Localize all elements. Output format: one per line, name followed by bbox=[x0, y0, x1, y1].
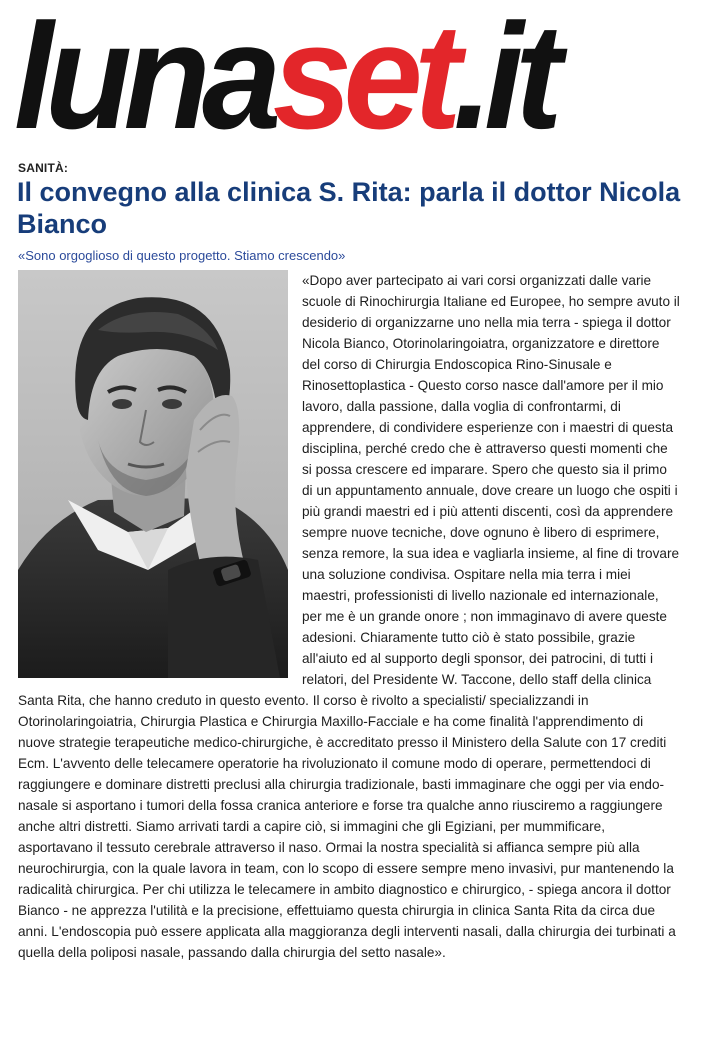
article-content bbox=[18, 270, 680, 963]
portrait-photo bbox=[18, 270, 288, 678]
logo-text-it: .it bbox=[453, 0, 555, 160]
article-title: Il convegno alla clinica S. Rita: parla il dottor Nicola Bianco bbox=[17, 177, 681, 239]
section-label: SANITÀ: bbox=[18, 161, 69, 175]
article-subtitle: «Sono orgoglioso di questo progetto. Stiamo crescendo» bbox=[18, 248, 346, 263]
site-logo[interactable] bbox=[14, 0, 555, 160]
logo-text-set: set bbox=[272, 0, 454, 160]
logo-text-luna: luna bbox=[14, 0, 273, 160]
article-body: «Dopo aver partecipato ai vari corsi organizzati dalle varie scuole di Rinochirurgia Italiane ed Europee, ho sempre avuto il desiderio di organizzarne uno nella mia terra - spiega il dottor Nicola Bianco, Otorinolaringoiatra, organizzatore e direttore del corso di Chirurgia Endoscopica Rino-Sinusale e Rinosettoplastica - Questo corso nasce dall'amore per il mio lavoro, dalla passione, dalla voglia di confrontarmi, di apprendere, di condividere esperienze con i maestri di questa disciplina, perché credo che è attraverso questi momenti che si possa crescere ed imparare. Spero che questo sia il primo di un appuntamento annuale, dove creare un luogo che ospiti i più grandi maestri ed i più attenti discenti, così da apprendere sempre nuove tecniche, dove ognuno è libero di esprimere, senza remore, la sua idea e vagliarla insieme, al fine di trovare una soluzione condivisa. Ospitare nella mia terra i miei maestri, professionisti di livello nazionale ed internazionale, per me è un grande onore ; non immaginavo di avere queste adesioni. Chiaramente tutto ciò è stato possibile, grazie all'aiuto ed al supporto degli sponsor, dei patrocini, di tutti i relatori, del Presidente W. Taccone, dello staff della clinica Santa Rita, che hanno creduto in questo evento. Il corso è rivolto a specialisti/ specializzandi in Otorinolaringoiatria, Chirurgia Plastica e Chirurgia Maxillo-Facciale e ha come finalità l'apprendimento di nuove strategie terapeutiche medico-chirurgiche, è accreditato presso il Ministero della Salute con 17 crediti Ecm. L'avvento delle telecamere operatorie ha rivoluzionato il comune modo di operare, permettendoci di raggiungere e dominare distretti preclusi alla chirurgia tradizionale, basti immaginare che oggi per via endo-nasale si asportano i tumori della fossa cranica anteriore e forse tra qualche anno riusciremo a raggiungere anche altri distretti. Siamo arrivati tardi a capire ciò, si immagini che gli Egiziani, per mummificare, asportavano il tessuto cerebrale attraverso il naso. Ormai la nostra specialità si affianca sempre più alla neurochirurgia, con la quale lavora in team, con lo scopo di essere sempre meno invasivi, pur mantenendo la radicalità chirurgica. Per chi utilizza le telecamere in ambito diagnostico e chirurgico, - spiega ancora il dottor Bianco - ne apprezza l'utilità e la precisione, effettuiamo questa chirurgia in clinica Santa Rita da circa due anni. L'endoscopia può essere applicata alla maggioranza degli interventi nasali, dalla chirurgia dei turbinati a quella della poliposi nasale, passando dalla chirurgia del setto nasale». bbox=[18, 273, 680, 960]
